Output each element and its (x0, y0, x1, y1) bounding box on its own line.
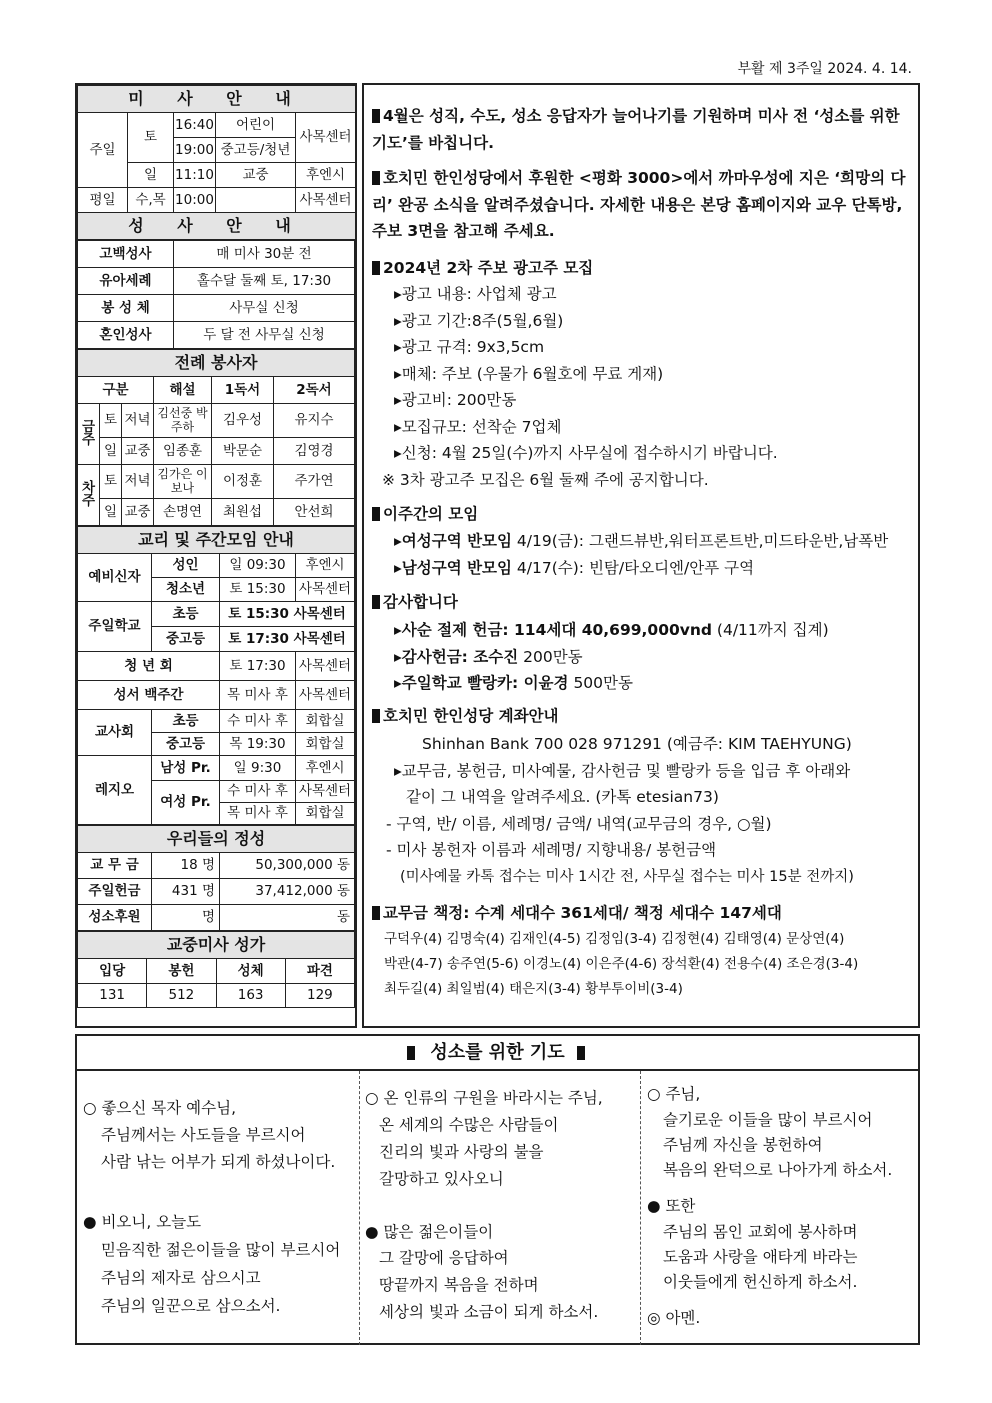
list-item: ▸주일학교 빨랑카: 이윤경 500만동 (394, 674, 633, 692)
prayer-column-1 (83, 1071, 357, 1345)
sacrament-info: 두 달 전 사무실 신청 (174, 322, 355, 349)
prayer-line: 갈망하고 있사오니 (379, 1170, 504, 1188)
day-cell: 일 (100, 438, 122, 465)
notice-heading: 교무금 책정: 수계 세대수 361세대/ 책정 세대수 147세대 (383, 904, 782, 922)
sacrament-info: 홀수달 둘째 토, 17:30 (174, 268, 355, 295)
sacrament-name: 혼인성사 (78, 322, 174, 349)
commentator-cell: 김가은 이보나 (154, 465, 212, 499)
offering-title: 우리들의 정성 (78, 826, 355, 853)
sacrament-name: 봉 성 체 (78, 295, 174, 322)
time-cell: 목 미사 후 (220, 803, 296, 825)
mass-schedule (77, 85, 355, 1008)
thanks-info: 200만동 (518, 647, 583, 666)
prayer-line: ● 많은 젊은이들이 (365, 1223, 494, 1241)
prayer-line: 그 갈망에 응답하여 (379, 1249, 509, 1267)
mass-title: 미 사 안 내 (78, 86, 356, 113)
group-cell: 중고등/청년 (216, 138, 296, 163)
meeting-name: 남성구역 반모임 (401, 558, 512, 577)
sunday-label: 주일 (78, 113, 128, 188)
hymn-head: 입당 (78, 959, 147, 984)
day-cell: 토 (100, 465, 122, 499)
place-cell: 사목센터 (296, 188, 356, 213)
list-item: ▸여성구역 반모임 4/19(금): 그랜드뷰반,워터프론트반,미드타운반,남폭반 (394, 532, 889, 550)
prayer-line: 주님의 제자로 삼으시고 (101, 1269, 261, 1287)
square-bullet-icon (372, 109, 380, 123)
hymn-number: 163 (216, 984, 285, 1008)
reader2-cell: 주가연 (274, 465, 355, 499)
ad-title (372, 255, 917, 282)
notice-heading: 감사합니다 (383, 593, 458, 611)
list-item: ▸광고 기간:8주(5월,6월) (394, 311, 564, 330)
prayer-line: ● 비오니, 오늘도 (83, 1213, 202, 1231)
time-cell: 목 미사 후 (220, 681, 296, 710)
account-line: (미사예물 카톡 접수는 미사 1시간 전, 사무실 접수는 미사 15분 전까지) (400, 868, 854, 885)
list-item: ▸신청: 4월 25일(수)까지 사무실에 접수하시기 바랍니다. (394, 444, 778, 462)
prayer-line: 도움과 사랑을 애타게 바라는 (663, 1248, 858, 1266)
sacrament-name: 고백성사 (78, 241, 174, 268)
account-desc: 같이 그 내역을 알려주세요. (카톡 etesian73) (406, 788, 719, 806)
group-cell: 어린이 (216, 113, 296, 138)
prayer-line: 슬기로운 이들을 많이 부르시어 (663, 1111, 873, 1129)
adult-label: 성인 (152, 554, 220, 578)
square-bullet-icon (407, 1046, 415, 1060)
group-cell (216, 188, 296, 213)
reader1-cell: 박문순 (212, 438, 274, 465)
offering-name: 성소후원 (78, 905, 152, 931)
prayer-line: ● 또한 (647, 1197, 696, 1215)
commentator-cell: 김선중 박주하 (154, 404, 212, 438)
female-pr-label: 여성 Pr. (152, 781, 220, 825)
servers-head: 구분 (78, 377, 154, 404)
saturday-label: 토 (128, 113, 174, 163)
thanks-title (372, 589, 917, 616)
prayer-line: 이웃들에게 헌신하게 하소서. (663, 1273, 858, 1291)
ad-item: 광고비: 200만동 (401, 391, 517, 409)
sunday-school-label: 주일학교 (78, 602, 152, 652)
mass-type-cell: 교중 (122, 438, 154, 465)
mid-info: 토 17:30 사목센터 (220, 627, 355, 652)
meeting-name: 여성구역 반모임 (401, 532, 512, 550)
dues-title (372, 900, 917, 927)
prayer-title-text: 성소를 위한 기도 (430, 1042, 565, 1063)
reader1-cell: 김우성 (212, 404, 274, 438)
account-line: - 미사 봉헌자 이름과 세례명/ 지향내용/ 봉헌금액 (386, 841, 717, 859)
sacrament-title: 성 사 안 내 (78, 213, 356, 240)
prayer-line: ◎ 아멘. (647, 1309, 701, 1327)
commentator-cell: 손명연 (154, 499, 212, 526)
ad-item: 광고 내용: 사업체 광고 (401, 285, 557, 303)
elem-label: 초등 (152, 602, 220, 627)
youth-label: 청소년 (152, 578, 220, 602)
thanks-info: 500만동 (568, 674, 633, 692)
prayer-line: 주님께 자신을 봉헌하여 (663, 1136, 823, 1154)
reader2-cell: 안선희 (274, 499, 355, 526)
place-cell: 사목센터 (296, 681, 355, 710)
list-item: ▸광고 규격: 9x3,5cm (394, 338, 545, 356)
hymns-title: 교중미사 성가 (78, 932, 355, 959)
notice-heading: 이주간의 모임 (383, 505, 479, 523)
square-bullet-icon (372, 171, 380, 185)
square-bullet-icon (372, 595, 380, 609)
weekday-label: 평일 (78, 188, 128, 213)
wedthu-label: 수,목 (128, 188, 174, 213)
ad-item: 매체: 주보 (우물가 6월호에 무료 게재) (401, 364, 664, 383)
hymn-number: 131 (78, 984, 147, 1008)
dues-list (372, 927, 917, 1002)
prayer-line: 주님의 일꾼으로 삼으소서. (101, 1297, 281, 1315)
list-item: ▸광고 내용: 사업체 광고 (394, 285, 557, 303)
prayer-column-3 (647, 1071, 917, 1345)
left-info-panel (75, 83, 357, 1028)
prayer-line: 세상의 빛과 소금이 되게 하소서. (379, 1303, 599, 1321)
prayer-line: 믿음직한 젊은이들을 많이 부르시어 (101, 1241, 341, 1259)
servers-head: 해설 (154, 377, 212, 404)
young-adult-label: 청 년 회 (78, 652, 220, 681)
dues-line: 구덕우(4) 김명숙(4) 김재인(4-5) 김정임(3-4) 김정현(4) 김태영(4) 문상연(4) (384, 931, 845, 947)
place-cell: 후엔시 (296, 163, 356, 188)
square-bullet-icon (372, 709, 380, 723)
account-line: - 구역, 반/ 이름, 세례명/ 금액/ 내역(교무금의 경우, ○월) (386, 814, 772, 833)
square-bullet-icon (372, 507, 380, 521)
teachers-label: 교사회 (78, 710, 152, 756)
column-divider (640, 1071, 641, 1345)
offering-amount: 동 (220, 905, 355, 931)
ad-item: 광고 규격: 9x3,5cm (401, 338, 545, 356)
prayer-line: 주님의 몸인 교회에 봉사하며 (663, 1223, 858, 1241)
list-item: ▸사순 절제 헌금: 114세대 40,699,000vnd (4/11까지 집계) (394, 621, 829, 639)
thanks-name: 사순 절제 헌금: 114세대 40,699,000vnd (401, 621, 712, 639)
time-cell: 11:10 (174, 163, 216, 188)
sacrament-name: 유아세례 (78, 268, 174, 295)
day-cell: 일 (100, 499, 122, 526)
ad-list (372, 281, 917, 493)
list-item: ▸남성구역 반모임 4/17(수): 빈탐/타오디엔/안푸 구역 (394, 558, 755, 577)
list-item: ▸매체: 주보 (우물가 6월호에 무료 게재) (394, 364, 664, 383)
prayer-line: 주님께서는 사도들을 부르시어 (101, 1126, 306, 1144)
servers-head: 2독서 (274, 377, 355, 404)
bible-study-label: 성서 백주간 (78, 681, 220, 710)
group-cell: 교중 (216, 163, 296, 188)
notice-bridge (372, 165, 917, 245)
offering-count: 431 명 (152, 879, 220, 905)
prayer-column-2 (365, 1071, 637, 1345)
column-divider (359, 1071, 360, 1345)
reader1-cell: 이정훈 (212, 465, 274, 499)
hymn-head: 성체 (216, 959, 285, 984)
offering-count: 명 (152, 905, 220, 931)
prayer-line: 사람 낚는 어부가 되게 하셨나이다. (101, 1153, 336, 1171)
offering-count: 18 명 (152, 853, 220, 879)
offering-name: 주일헌금 (78, 879, 152, 905)
account-title (372, 703, 917, 730)
vocation-prayer (75, 1034, 920, 1345)
next-week-label: 차주 (78, 465, 100, 526)
account-block (372, 731, 917, 890)
time-cell: 수 미사 후 (220, 781, 296, 803)
sunday-day-label: 일 (128, 163, 174, 188)
time-cell: 10:00 (174, 188, 216, 213)
reader1-cell: 최원섭 (212, 499, 274, 526)
sacrament-info: 사무실 신청 (174, 295, 355, 322)
place-cell: 회합실 (296, 733, 355, 756)
elem-info: 토 15:30 사목센터 (220, 602, 355, 627)
ad-item: 광고 기간:8주(5월,6월) (401, 311, 564, 330)
mid-label: 중고등 (152, 627, 220, 652)
prayer-line: 온 세계의 수많은 사람들이 (379, 1116, 559, 1134)
ad-item: 신청: 4월 25일(수)까지 사무실에 접수하시기 바랍니다. (401, 444, 778, 462)
mid-label: 중고등 (152, 733, 220, 756)
prayer-line: 진리의 빛과 사랑의 불을 (379, 1143, 544, 1161)
bulletin-date: 부활 제 3주일 2024. 4. 14. (737, 61, 912, 77)
offering-name: 교 무 금 (78, 853, 152, 879)
day-cell: 토 (100, 404, 122, 438)
place-cell: 사목센터 (296, 578, 355, 602)
offering-amount: 50,300,000 동 (220, 853, 355, 879)
commentator-cell: 임종훈 (154, 438, 212, 465)
reader2-cell: 김영경 (274, 438, 355, 465)
meeting-list (372, 528, 917, 581)
meeting-info: 4/19(금): 그랜드뷰반,워터프론트반,미드타운반,남폭반 (512, 532, 889, 550)
this-week-label: 금주 (78, 404, 100, 465)
time-cell: 토 17:30 (220, 652, 296, 681)
notice-vocation (372, 103, 917, 156)
servers-head: 1독서 (212, 377, 274, 404)
hymn-number: 129 (285, 984, 354, 1008)
dues-line: 박관(4-7) 송주연(5-6) 이경노(4) 이은주(4-6) 장석환(4) 전용수(4) 조은경(3-4) (384, 956, 859, 972)
prayer-line: ○ 좋으신 목자 예수님, (83, 1099, 237, 1117)
thanks-name: 주일학교 빨랑카: 이윤경 (401, 674, 569, 692)
ad-item: 모집규모: 선착순 7업체 (401, 417, 562, 436)
list-item: ▸감사헌금: 조수진 200만동 (394, 647, 583, 666)
time-cell: 일 09:30 (220, 554, 296, 578)
prayer-line: 땅끝까지 복음을 전하며 (379, 1276, 539, 1294)
notices-panel (362, 83, 920, 1028)
place-cell: 후엔시 (296, 756, 355, 781)
square-bullet-icon (372, 261, 380, 275)
notice-heading: 2024년 2차 주보 광고주 모집 (383, 259, 594, 277)
notice-text: 호치민 한인성당에서 후원한 <평화 3000>에서 까마우성에 지은 ‘희망의 다리’ 완공 소식을 알려주셨습니다. 자세한 내용은 본당 홈페이지와 교우 단톡방, 주보 3면을 참고해 주세요. (372, 169, 906, 240)
list-item: ▸광고비: 200만동 (394, 391, 517, 409)
dues-line: 최두길(4) 최일범(4) 태은지(3-4) 황부투이비(3-4) (384, 981, 683, 997)
thanks-name: 감사헌금: 조수진 (401, 647, 519, 666)
place-cell: 사목센터 (296, 652, 355, 681)
catechumen-label: 예비신자 (78, 554, 152, 602)
notice-text: 4월은 성직, 수도, 성소 응답자가 늘어나기를 기원하며 미사 전 ‘성소를 위한 기도’를 바칩니다. (372, 107, 900, 152)
notice-heading: 호치민 한인성당 계좌안내 (383, 707, 559, 725)
reader2-cell: 유지수 (274, 404, 355, 438)
thanks-info: (4/11까지 집계) (712, 621, 829, 639)
legio-label: 레지오 (78, 756, 152, 825)
time-cell: 19:00 (174, 138, 216, 163)
thanks-list (372, 617, 917, 697)
prayer-line: 복음의 완덕으로 나아가게 하소서. (663, 1161, 893, 1179)
place-cell: 사목센터 (296, 113, 356, 163)
time-cell: 16:40 (174, 113, 216, 138)
place-cell: 회합실 (296, 803, 355, 825)
elem-label: 초등 (152, 710, 220, 733)
sacrament-info: 매 미사 30분 전 (174, 241, 355, 268)
prayer-line: ○ 온 인류의 구원을 바라시는 주님, (365, 1089, 603, 1107)
time-cell: 일 9:30 (220, 756, 296, 781)
meeting-info: 4/17(수): 빈탐/타오디엔/안푸 구역 (512, 558, 755, 577)
meeting-title (372, 501, 917, 528)
mass-type-cell: 저녁 (122, 465, 154, 499)
offering-amount: 37,412,000 동 (220, 879, 355, 905)
hymn-number: 512 (147, 984, 216, 1008)
prayer-title (77, 1036, 918, 1071)
time-cell: 목 19:30 (220, 733, 296, 756)
time-cell: 수 미사 후 (220, 710, 296, 733)
servers-title: 전례 봉사자 (78, 350, 355, 377)
catechism-title: 교리 및 주간모임 안내 (78, 527, 355, 554)
bank-account: Shinhan Bank 700 028 971291 (예금주: KIM TAEHYUNG) (422, 735, 852, 753)
account-desc: 교무금, 봉헌금, 미사예물, 감사헌금 및 빨랑카 등을 입금 후 아래와 (401, 761, 851, 780)
male-pr-label: 남성 Pr. (152, 756, 220, 781)
mass-type-cell: 교중 (122, 499, 154, 526)
place-cell: 후엔시 (296, 554, 355, 578)
square-bullet-icon (577, 1046, 585, 1060)
list-item: ▸모집규모: 선착순 7업체 (394, 417, 562, 436)
square-bullet-icon (372, 906, 380, 920)
mass-type-cell: 저녁 (122, 404, 154, 438)
hymn-head: 봉헌 (147, 959, 216, 984)
place-cell: 회합실 (296, 710, 355, 733)
hymn-head: 파견 (285, 959, 354, 984)
time-cell: 토 15:30 (220, 578, 296, 602)
list-item: ▸교무금, 봉헌금, 미사예물, 감사헌금 및 빨랑카 등을 입금 후 아래와 (394, 761, 851, 780)
prayer-line: ○ 주님, (647, 1085, 701, 1103)
place-cell: 사목센터 (296, 781, 355, 803)
ad-note: ※ 3차 광고주 모집은 6월 둘째 주에 공지합니다. (382, 470, 709, 489)
